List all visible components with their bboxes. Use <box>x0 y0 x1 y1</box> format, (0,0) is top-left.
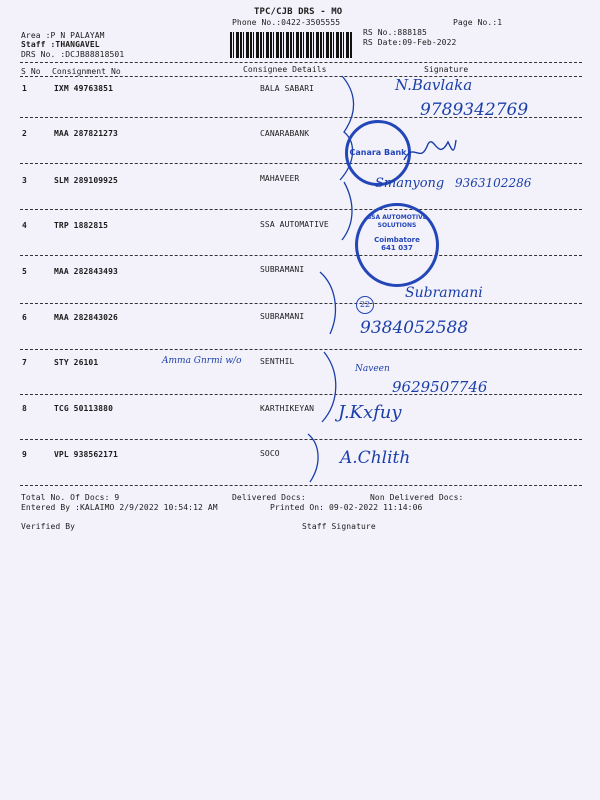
row-1-sno: 1 <box>22 84 27 93</box>
signature-9: A.Chlith <box>340 448 411 468</box>
row-9-sno: 9 <box>22 450 27 459</box>
row-5-sno: 5 <box>22 267 27 276</box>
row-1-consignee: BALA SABARI <box>260 84 315 93</box>
row-7-sno: 7 <box>22 358 27 367</box>
row-8-sno: 8 <box>22 404 27 413</box>
column-consignment: Consignment No <box>52 67 121 76</box>
row-5-consignee: SUBRAMANI <box>260 265 305 274</box>
header-divider <box>20 62 582 63</box>
signature-7-note: Amma Gnrmi w/o <box>162 356 242 366</box>
phone-number: Phone No.:0422-3505555 <box>232 18 341 27</box>
signature-5-name: Subramani <box>405 285 483 301</box>
row-6-consignee: SUBRAMANI <box>260 312 305 321</box>
printed-on: Printed On: 09-02-2022 11:14:06 <box>270 503 423 512</box>
row-4-sno: 4 <box>22 221 27 230</box>
row-9-consignee: SOCO <box>260 449 280 458</box>
signature-5-circle-mark: 22 <box>356 296 374 314</box>
signature-7-name: Naveen <box>355 364 390 374</box>
column-signature: Signature <box>424 65 469 74</box>
row-1-consignment: IXM 49763851 <box>54 84 113 93</box>
signature-8: J.Kxfuy <box>338 402 402 423</box>
staff-label: Staff :THANGAVEL <box>21 40 100 49</box>
area-label: Area :P N PALAYAM <box>21 31 105 40</box>
signature-2 <box>400 130 460 170</box>
row-2-sno: 2 <box>22 129 27 138</box>
staff-signature: Staff Signature <box>302 522 376 531</box>
document-title: TPC/CJB DRS - MO <box>254 7 343 17</box>
row-6-sno: 6 <box>22 313 27 322</box>
row-8-consignee: KARTHIKEYAN <box>260 404 315 413</box>
row-3-consignment: SLM 289109925 <box>54 176 118 185</box>
signature-3-name: Smanyong <box>375 176 445 191</box>
drs-number: DRS No. :DCJB88818501 <box>21 50 125 59</box>
page-number: Page No.:1 <box>453 18 503 27</box>
signature-6-phone: 9384052588 <box>360 318 469 338</box>
row-3-consignee: MAHAVEER <box>260 174 300 183</box>
signature-1-name: N.Bavlaka <box>395 76 473 94</box>
total-docs: Total No. Of Docs: 9 <box>21 493 120 502</box>
barcode <box>230 32 352 58</box>
row-6-consignment: MAA 282843026 <box>54 313 118 322</box>
delivered-docs: Delivered Docs: <box>232 493 306 502</box>
non-delivered-docs: Non Delivered Docs: <box>370 493 464 502</box>
signature-3-phone: 9363102286 <box>455 176 532 190</box>
verified-by: Verified By <box>21 522 76 531</box>
canara-bank-stamp: Canara Bank <box>345 120 411 186</box>
row-4-consignee: SSA AUTOMATIVE <box>260 220 329 229</box>
column-consignee: Consignee Details <box>243 65 327 74</box>
column-sno: S No <box>21 67 41 76</box>
row-3-sno: 3 <box>22 176 27 185</box>
row-5-consignment: MAA 282843493 <box>54 267 118 276</box>
signature-7-phone: 9629507746 <box>392 378 488 396</box>
row-7-consignee: SENTHIL <box>260 357 295 366</box>
signature-1-phone: 9789342769 <box>420 100 529 120</box>
row-2-consignee: CANARABANK <box>260 129 310 138</box>
row-9-consignment: VPL 938562171 <box>54 450 118 459</box>
ssa-automotive-stamp: SSA AUTOMOTIVE SOLUTIONS Coimbatore 641 037 <box>355 203 439 287</box>
rs-date: RS Date:09-Feb-2022 <box>363 38 457 47</box>
row-7-consignment: STY 26101 <box>54 358 99 367</box>
rs-number: RS No.:888185 <box>363 28 427 37</box>
row-4-consignment: TRP 1882815 <box>54 221 109 230</box>
entered-by: Entered By :KALAIMO 2/9/2022 10:54:12 AM <box>21 503 218 512</box>
row-2-consignment: MAA 287821273 <box>54 129 118 138</box>
row-8-consignment: TCG 50113880 <box>54 404 113 413</box>
